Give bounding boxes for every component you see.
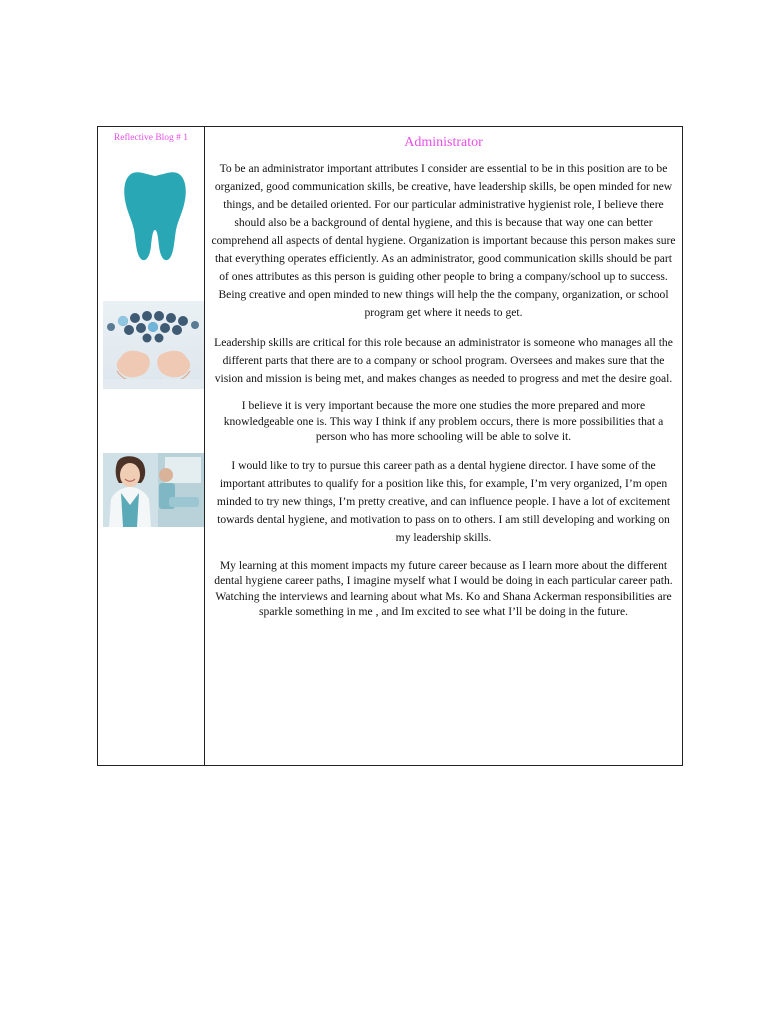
tooth-icon [123,170,187,262]
paragraph-learning: My learning at this moment impacts my future career because as I learn more about the different dental hygiene career paths, I imagine myself what I would be doing in each particular career path. Watching the interviews and learning about what Ms. Ko and Shana Ackerman responsibilities are sparkle something in me , and Im excited to see what I’ll be doing in the future. [214,558,673,618]
paragraph-leadership: Leadership skills are critical for this role because an administrator is someone who manages all the different parts that there are to a company or school program. Oversees and makes sure that the vision and mission is being met, and makes changes as needed to progress and met the desire goal. [214,336,673,385]
paragraph-attributes: To be an administrator important attributes I consider are essential to be in this position are to be organized, good communication skills, be creative, have leadership skills, be open minded for new things, and be detailed oriented. For our particular administrative hygienist role, I believe there should also be a background of dental hygiene, and this is because that way one can better comprehend all aspects of dental hygiene. Organization is important because this person makes sure that everything operates efficiently. As an administrator, good communication skills should be part of ones attributes as this person is guiding other people to bring a company/school up to success. Being creative and open minded to new things will help the the company, organization, or school program get where it needs to get. [211,162,676,319]
paragraph-career-path: I would like to try to pursue this career path as a dental hygiene director. I have some of the important attributes to qualify for a position like this, for example, I’m very organized, I’m open minded to try new things, I’m pretty creative, and can influence people. I have a lot of excitement towards dental hygiene, and motivation to pass on to others. I am still developing and working on my leadership skills. [216,458,671,544]
text-column [205,127,682,765]
hands-with-medical-icons-photo [103,301,204,389]
page-title: Administrator [404,135,483,150]
blog-frame [97,126,683,766]
dental-hygienist-photo [103,453,204,527]
blog-label: Reflective Blog # 1 [113,133,189,143]
paragraph-education: I believe it is very important because the more one studies the more prepared and more knowledgeable one is. This way I think if any problem occurs, there is more possibilities that a person who has more schooling will be able to solve it. [223,399,664,443]
image-column [98,127,205,765]
